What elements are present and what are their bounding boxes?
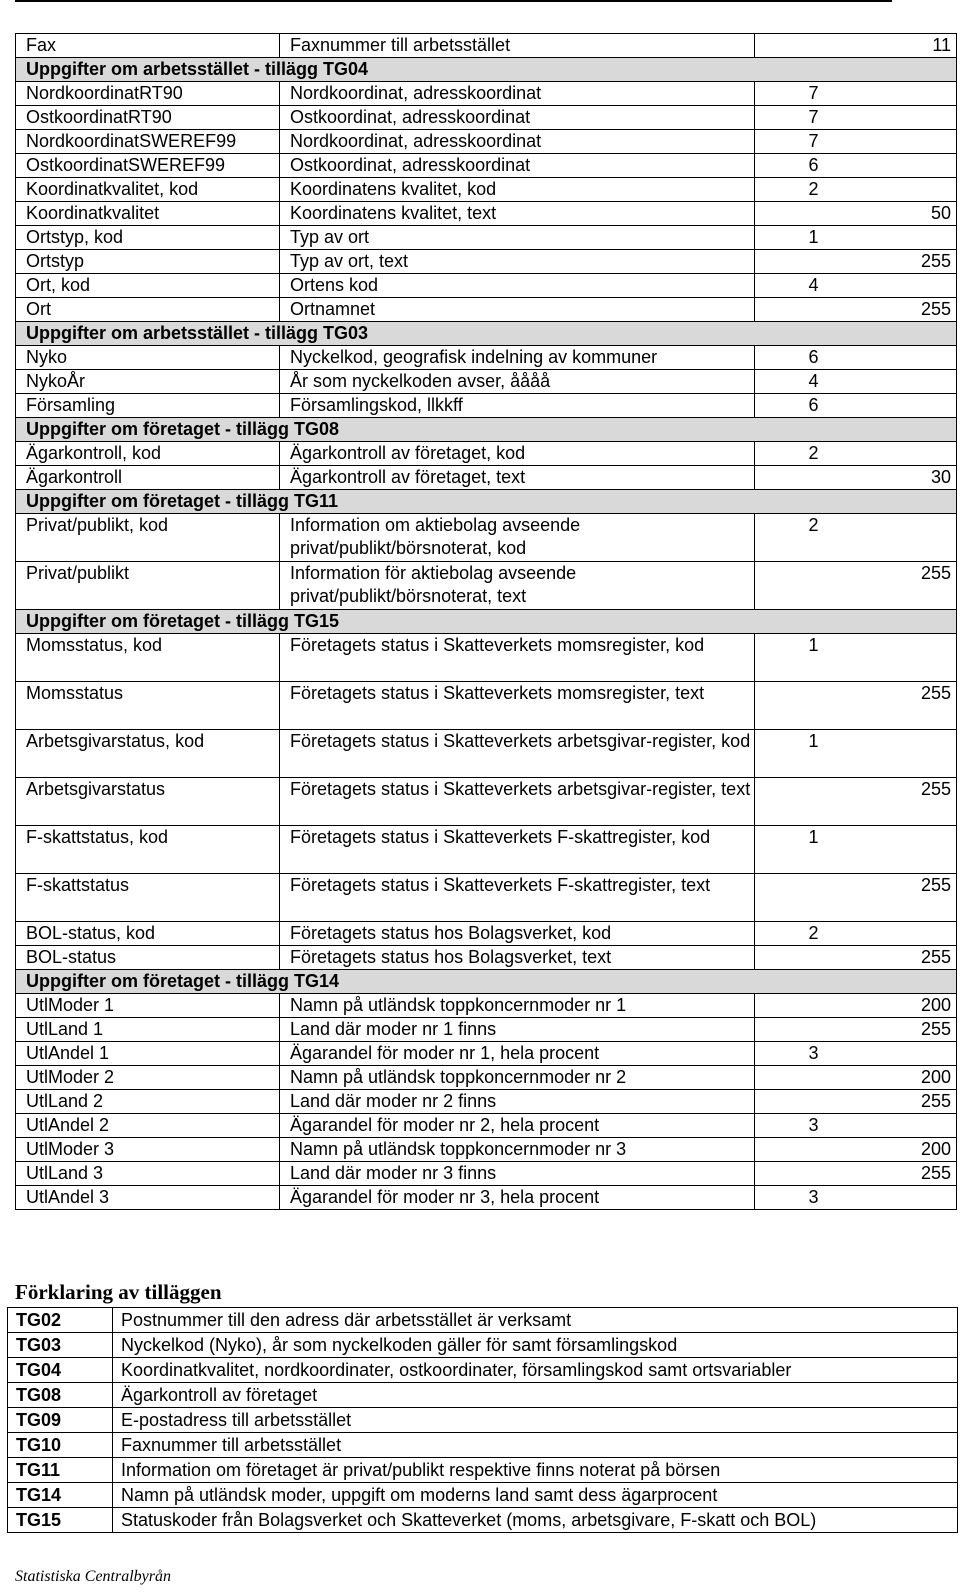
variable-name: Privat/publikt xyxy=(16,562,280,610)
empty-cell xyxy=(821,730,957,778)
variable-name: UtlLand 3 xyxy=(16,1162,280,1186)
variable-description: Ägarandel för moder nr 3, hela procent xyxy=(280,1186,755,1210)
variable-description: Typ av ort xyxy=(280,226,755,250)
section-title: Uppgifter om företaget - tillägg TG15 xyxy=(16,610,957,634)
variable-description: Koordinatens kvalitet, kod xyxy=(280,178,755,202)
table-row xyxy=(16,250,957,274)
empty-cell xyxy=(755,994,821,1018)
explanation-row xyxy=(8,1483,958,1508)
section-title: Uppgifter om arbetsstället - tillägg TG03 xyxy=(16,322,957,346)
variable-description: Företagets status i Skatteverkets arbetsgivar-register, text xyxy=(280,778,755,826)
variable-length: 255 xyxy=(821,1162,957,1186)
variable-description: Företagets status i Skatteverkets F-skattregister, kod xyxy=(280,826,755,874)
variable-name: Koordinatkvalitet xyxy=(16,202,280,226)
explanation-row xyxy=(8,1433,958,1458)
table-row xyxy=(16,1066,957,1090)
empty-cell xyxy=(755,1018,821,1042)
table-row xyxy=(16,370,957,394)
section-header-row xyxy=(16,970,957,994)
variable-description: År som nyckelkoden avser, åååå xyxy=(280,370,755,394)
variable-length: 2 xyxy=(755,514,821,562)
empty-cell xyxy=(755,874,821,922)
variable-description: Nordkoordinat, adresskoordinat xyxy=(280,82,755,106)
variable-description: Företagets status i Skatteverkets arbetsgivar-register, kod xyxy=(280,730,755,778)
table-row xyxy=(16,562,957,610)
variable-description: Land där moder nr 3 finns xyxy=(280,1162,755,1186)
variable-name: NordkoordinatSWEREF99 xyxy=(16,130,280,154)
variable-length: 2 xyxy=(755,178,821,202)
table-row xyxy=(16,826,957,874)
table-row xyxy=(16,946,957,970)
supplement-code: TG03 xyxy=(8,1333,113,1358)
variable-name: Arbetsgivarstatus, kod xyxy=(16,730,280,778)
variable-description: Företagets status i Skatteverkets F-skattregister, text xyxy=(280,874,755,922)
variable-length: 3 xyxy=(755,1186,821,1210)
empty-cell xyxy=(821,226,957,250)
variable-name: NykoÅr xyxy=(16,370,280,394)
variable-description: Ägarkontroll av företaget, text xyxy=(280,466,755,490)
variable-length: 1 xyxy=(755,826,821,874)
variable-length: 255 xyxy=(821,250,957,274)
variable-description: Nyckelkod, geografisk indelning av kommuner xyxy=(280,346,755,370)
explanation-row xyxy=(8,1508,958,1533)
top-rule xyxy=(15,0,892,2)
variable-description: Företagets status hos Bolagsverket, text xyxy=(280,946,755,970)
empty-cell xyxy=(821,370,957,394)
variable-description: Företagets status i Skatteverkets momsregister, kod xyxy=(280,634,755,682)
empty-cell xyxy=(755,1090,821,1114)
empty-cell xyxy=(821,394,957,418)
supplement-code: TG14 xyxy=(8,1483,113,1508)
variable-description: Information för aktiebolag avseende privat/publikt/börsnoterat, text xyxy=(280,562,755,610)
explanation-row xyxy=(8,1383,958,1408)
table-row xyxy=(16,130,957,154)
empty-cell xyxy=(821,634,957,682)
empty-cell xyxy=(821,346,957,370)
section-header-row xyxy=(16,610,957,634)
table-row xyxy=(16,682,957,730)
variable-name: NordkoordinatRT90 xyxy=(16,82,280,106)
variable-length: 200 xyxy=(821,1066,957,1090)
variable-description: Ägarkontroll av företaget, kod xyxy=(280,442,755,466)
empty-cell xyxy=(755,202,821,226)
empty-cell xyxy=(821,1114,957,1138)
table-row xyxy=(16,730,957,778)
explanation-row xyxy=(8,1308,958,1333)
supplement-description: Namn på utländsk moder, uppgift om moderns land samt dess ägarprocent xyxy=(113,1483,958,1508)
explanation-row xyxy=(8,1458,958,1483)
variable-length: 1 xyxy=(755,730,821,778)
table-row xyxy=(16,394,957,418)
empty-cell xyxy=(755,1066,821,1090)
variable-length: 255 xyxy=(821,1090,957,1114)
table-row xyxy=(16,106,957,130)
variable-length: 1 xyxy=(755,226,821,250)
variable-name: UtlAndel 1 xyxy=(16,1042,280,1066)
empty-cell xyxy=(755,778,821,826)
table-row xyxy=(16,514,957,562)
variable-name: Momsstatus xyxy=(16,682,280,730)
empty-cell xyxy=(821,130,957,154)
empty-cell xyxy=(821,1186,957,1210)
variable-name: F-skattstatus xyxy=(16,874,280,922)
variable-length: 2 xyxy=(755,922,821,946)
table-row xyxy=(16,226,957,250)
empty-cell xyxy=(755,298,821,322)
empty-cell xyxy=(821,274,957,298)
empty-cell xyxy=(821,922,957,946)
variable-name: Koordinatkvalitet, kod xyxy=(16,178,280,202)
empty-cell xyxy=(821,178,957,202)
table-row xyxy=(16,34,957,58)
variable-description: Ortnamnet xyxy=(280,298,755,322)
variable-length: 4 xyxy=(755,274,821,298)
variable-length: 3 xyxy=(755,1042,821,1066)
empty-cell xyxy=(755,562,821,610)
empty-cell xyxy=(755,466,821,490)
variable-length: 6 xyxy=(755,346,821,370)
variable-name: Ort, kod xyxy=(16,274,280,298)
supplement-description: Nyckelkod (Nyko), år som nyckelkoden gäller för samt församlingskod xyxy=(113,1333,958,1358)
variable-description: Företagets status hos Bolagsverket, kod xyxy=(280,922,755,946)
variable-description: Land där moder nr 1 finns xyxy=(280,1018,755,1042)
variable-description: Ostkoordinat, adresskoordinat xyxy=(280,154,755,178)
variable-description: Koordinatens kvalitet, text xyxy=(280,202,755,226)
supplement-code: TG15 xyxy=(8,1508,113,1533)
variable-length: 200 xyxy=(821,1138,957,1162)
variable-length: 255 xyxy=(821,946,957,970)
empty-cell xyxy=(755,1162,821,1186)
variable-description: Ägarandel för moder nr 2, hela procent xyxy=(280,1114,755,1138)
table-row xyxy=(16,922,957,946)
variable-name: UtlAndel 3 xyxy=(16,1186,280,1210)
supplement-description: Koordinatkvalitet, nordkoordinater, ostkoordinater, församlingskod samt ortsvariabler xyxy=(113,1358,958,1383)
supplement-code: TG08 xyxy=(8,1383,113,1408)
variable-description: Typ av ort, text xyxy=(280,250,755,274)
table-row xyxy=(16,442,957,466)
table-row xyxy=(16,298,957,322)
variable-description: Ortens kod xyxy=(280,274,755,298)
table-row xyxy=(16,1090,957,1114)
variable-name: UtlModer 2 xyxy=(16,1066,280,1090)
table-row xyxy=(16,634,957,682)
variable-length: 255 xyxy=(821,682,957,730)
explanation-table xyxy=(7,1307,958,1533)
footer-org-name: Statistiska Centralbyrån xyxy=(15,1568,171,1585)
variable-name: Privat/publikt, kod xyxy=(16,514,280,562)
table-row xyxy=(16,994,957,1018)
variable-name: UtlLand 2 xyxy=(16,1090,280,1114)
table-row xyxy=(16,1138,957,1162)
variable-length: 4 xyxy=(755,370,821,394)
variable-name: Ägarkontroll xyxy=(16,466,280,490)
variable-length: 7 xyxy=(755,130,821,154)
table-row xyxy=(16,1162,957,1186)
variable-length: 11 xyxy=(821,34,957,58)
variable-name: UtlLand 1 xyxy=(16,1018,280,1042)
section-title: Uppgifter om företaget - tillägg TG08 xyxy=(16,418,957,442)
variable-description: Ostkoordinat, adresskoordinat xyxy=(280,106,755,130)
supplement-description: E-postadress till arbetsstället xyxy=(113,1408,958,1433)
empty-cell xyxy=(821,1042,957,1066)
section-header-row xyxy=(16,58,957,82)
variable-name: OstkoordinatSWEREF99 xyxy=(16,154,280,178)
table-row xyxy=(16,874,957,922)
variable-table xyxy=(15,33,957,1210)
variable-length: 3 xyxy=(755,1114,821,1138)
variable-description: Namn på utländsk toppkoncernmoder nr 1 xyxy=(280,994,755,1018)
section-title: Uppgifter om arbetsstället - tillägg TG04 xyxy=(16,58,957,82)
variable-name: Ägarkontroll, kod xyxy=(16,442,280,466)
empty-cell xyxy=(755,34,821,58)
empty-cell xyxy=(821,442,957,466)
empty-cell xyxy=(821,82,957,106)
variable-description: Faxnummer till arbetsstället xyxy=(280,34,755,58)
variable-length: 6 xyxy=(755,154,821,178)
variable-name: OstkoordinatRT90 xyxy=(16,106,280,130)
variable-description: Ägarandel för moder nr 1, hela procent xyxy=(280,1042,755,1066)
table-row xyxy=(16,1042,957,1066)
table-row xyxy=(16,202,957,226)
variable-description: Företagets status i Skatteverkets momsregister, text xyxy=(280,682,755,730)
table-row xyxy=(16,274,957,298)
supplement-code: TG09 xyxy=(8,1408,113,1433)
section-header-row xyxy=(16,418,957,442)
variable-name: Arbetsgivarstatus xyxy=(16,778,280,826)
table-row xyxy=(16,82,957,106)
explanation-row xyxy=(8,1333,958,1358)
variable-length: 50 xyxy=(821,202,957,226)
supplement-description: Postnummer till den adress där arbetsstället är verksamt xyxy=(113,1308,958,1333)
table-row xyxy=(16,1114,957,1138)
variable-name: Församling xyxy=(16,394,280,418)
variable-description: Land där moder nr 2 finns xyxy=(280,1090,755,1114)
variable-length: 30 xyxy=(821,466,957,490)
explanation-row xyxy=(8,1358,958,1383)
section-title: Uppgifter om företaget - tillägg TG11 xyxy=(16,490,957,514)
variable-name: Nyko xyxy=(16,346,280,370)
variable-length: 255 xyxy=(821,874,957,922)
empty-cell xyxy=(821,514,957,562)
variable-length: 6 xyxy=(755,394,821,418)
variable-description: Nordkoordinat, adresskoordinat xyxy=(280,130,755,154)
supplement-description: Faxnummer till arbetsstället xyxy=(113,1433,958,1458)
empty-cell xyxy=(755,682,821,730)
variable-name: UtlAndel 2 xyxy=(16,1114,280,1138)
empty-cell xyxy=(821,106,957,130)
variable-name: Ort xyxy=(16,298,280,322)
variable-description: Information om aktiebolag avseende privat/publikt/börsnoterat, kod xyxy=(280,514,755,562)
table-row xyxy=(16,1186,957,1210)
variable-name: BOL-status, kod xyxy=(16,922,280,946)
empty-cell xyxy=(755,946,821,970)
variable-length: 2 xyxy=(755,442,821,466)
supplement-code: TG10 xyxy=(8,1433,113,1458)
variable-name: UtlModer 3 xyxy=(16,1138,280,1162)
supplement-description: Statuskoder från Bolagsverket och Skatteverket (moms, arbetsgivare, F-skatt och BOL) xyxy=(113,1508,958,1533)
explanation-row xyxy=(8,1408,958,1433)
supplement-code: TG02 xyxy=(8,1308,113,1333)
variable-name: BOL-status xyxy=(16,946,280,970)
variable-name: Momsstatus, kod xyxy=(16,634,280,682)
variable-length: 255 xyxy=(821,1018,957,1042)
supplement-code: TG11 xyxy=(8,1458,113,1483)
empty-cell xyxy=(821,826,957,874)
section-title: Uppgifter om företaget - tillägg TG14 xyxy=(16,970,957,994)
variable-name: Ortstyp, kod xyxy=(16,226,280,250)
variable-length: 255 xyxy=(821,778,957,826)
variable-length: 1 xyxy=(755,634,821,682)
variable-name: UtlModer 1 xyxy=(16,994,280,1018)
variable-name: Ortstyp xyxy=(16,250,280,274)
variable-length: 7 xyxy=(755,82,821,106)
table-row xyxy=(16,1018,957,1042)
table-row xyxy=(16,154,957,178)
section-header-row xyxy=(16,322,957,346)
variable-description: Församlingskod, llkkff xyxy=(280,394,755,418)
variable-length: 255 xyxy=(821,562,957,610)
table-row xyxy=(16,178,957,202)
supplement-description: Information om företaget är privat/publikt respektive finns noterat på börsen xyxy=(113,1458,958,1483)
supplement-description: Ägarkontroll av företaget xyxy=(113,1383,958,1408)
empty-cell xyxy=(821,154,957,178)
supplement-code: TG04 xyxy=(8,1358,113,1383)
variable-length: 7 xyxy=(755,106,821,130)
empty-cell xyxy=(755,1138,821,1162)
explanation-heading: Förklaring av tilläggen xyxy=(15,1280,222,1304)
table-row xyxy=(16,466,957,490)
variable-name: Fax xyxy=(16,34,280,58)
table-row xyxy=(16,778,957,826)
table-row xyxy=(16,346,957,370)
variable-name: F-skattstatus, kod xyxy=(16,826,280,874)
variable-length: 255 xyxy=(821,298,957,322)
empty-cell xyxy=(755,250,821,274)
variable-description: Namn på utländsk toppkoncernmoder nr 3 xyxy=(280,1138,755,1162)
section-header-row xyxy=(16,490,957,514)
variable-length: 200 xyxy=(821,994,957,1018)
variable-description: Namn på utländsk toppkoncernmoder nr 2 xyxy=(280,1066,755,1090)
